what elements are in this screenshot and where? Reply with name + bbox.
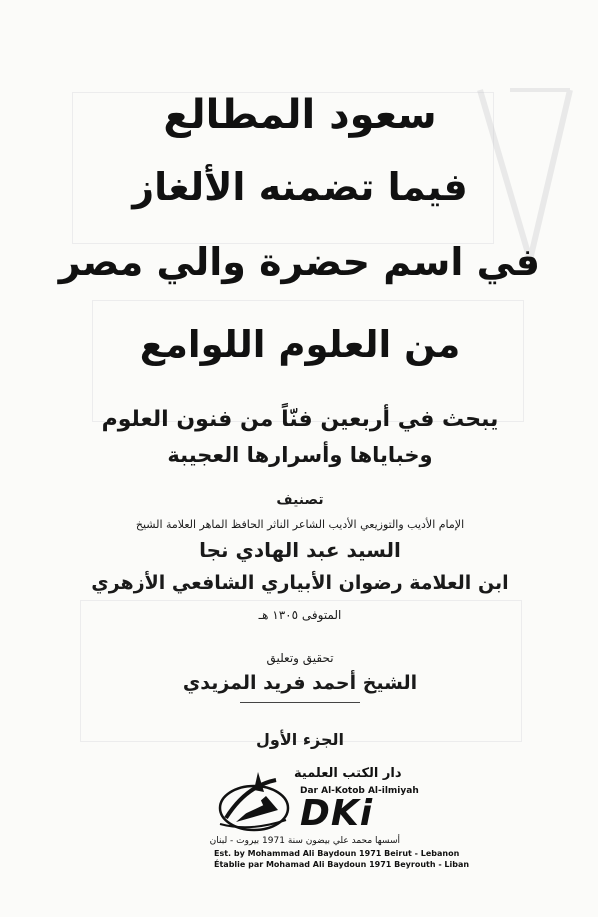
title-line-3: في اسم حضرة والي مصر xyxy=(58,240,540,284)
authorship-label: تصنيف xyxy=(276,492,324,508)
title-line-2: فيما تضمنه الألغاز xyxy=(132,165,468,209)
publisher-acronym: DKi xyxy=(300,793,374,834)
title-line-1: سعود المطالع xyxy=(163,92,437,138)
author-lineage: ابن العلامة رضوان الأبياري الشافعي الأزهري xyxy=(91,572,509,594)
title-line-4: من العلوم اللوامع xyxy=(139,323,461,366)
author-name: السيد عبد الهادي نجا xyxy=(199,538,401,562)
editor-divider xyxy=(240,702,360,703)
publisher-established-english: Est. by Mohammad Ali Baydoun 1971 Beirut - Lebanon xyxy=(214,849,460,858)
author-death-date: المتوفى ١٣٠٥ هـ xyxy=(258,608,342,622)
publisher-logo-icon xyxy=(206,766,292,836)
volume-label: الجزء الأول xyxy=(256,730,344,749)
publisher-established-french: Établie par Mohamad Ali Baydoun 1971 Beyrouth - Liban xyxy=(214,860,470,869)
editor-name: الشيخ أحمد فريد المزيدي xyxy=(182,672,418,694)
subtitle-line-2: وخباياها وأسرارها العجيبة xyxy=(167,443,433,467)
editing-label: تحقيق وتعليق xyxy=(266,651,334,665)
publisher-arabic-name: دار الكتب العلمية xyxy=(294,766,402,781)
subtitle-line-1: يبحث في أربعين فنّاً من فنون العلوم xyxy=(101,407,499,432)
publisher-established-arabic: أسسها محمد علي بيضون سنة 1971 بيروت - لبنان xyxy=(209,836,400,846)
author-honorifics: الإمام الأديب والتوزيعي الأديب الشاعر الناثر الحافظ الماهر العلامة الشيخ xyxy=(135,518,465,531)
publisher-latin-name: Dar Al-Kotob Al-ilmiyah xyxy=(300,786,419,796)
